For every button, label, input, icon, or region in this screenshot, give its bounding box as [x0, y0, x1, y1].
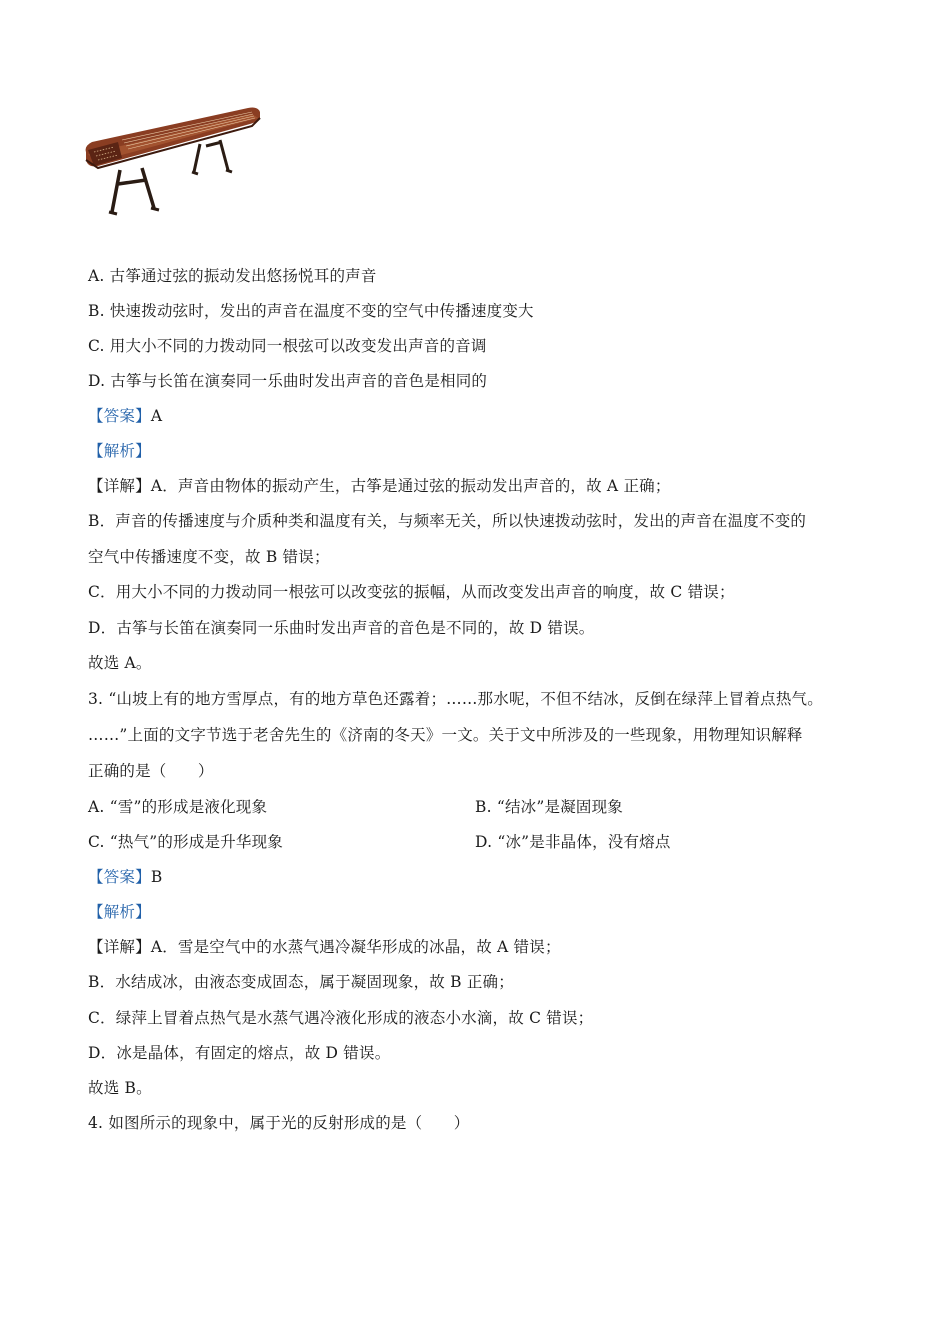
q3-stem-line: ……”上面的文字节选于老舍先生的《济南的冬天》一文。关于文中所涉及的一些现象，用物理知识解释	[88, 726, 803, 744]
q2-option-b: B. 快速拨动弦时，发出的声音在温度不变的空气中传播速度变大	[88, 302, 534, 320]
q2-detail-line: 空气中传播速度不变，故 B 错误；	[88, 548, 330, 566]
q2-detail-line: D．古筝与长笛在演奏同一乐曲时发出声音的音色是不同的，故 D 错误。	[88, 619, 595, 637]
q3-option-c: C. “热气”的形成是升华现象	[88, 833, 284, 851]
detail-text: A．声音由物体的振动产生，古筝是通过弦的振动发出声音的，故 A 正确；	[150, 477, 671, 495]
q3-detail-line	[88, 937, 561, 957]
q3-option-b: B. “结冰”是凝固现象	[475, 798, 623, 816]
analysis-tag: 【解析】	[88, 442, 151, 460]
q3-option-d: D. “冰”是非晶体，没有熔点	[475, 833, 671, 851]
detail-tag: 【详解】	[88, 477, 151, 495]
answer-tag: 【答案】	[88, 407, 151, 425]
q3-analysis-tag	[88, 902, 151, 922]
q2-detail-line: B．声音的传播速度与介质种类和温度有关，与频率无关，所以快速拨动弦时，发出的声音在温度不变的	[88, 512, 807, 530]
q4-stem: 4. 如图所示的现象中，属于光的反射形成的是（ ）	[88, 1114, 470, 1132]
q3-stem-line: 正确的是（ ）	[88, 762, 214, 780]
q3-detail-line: D．冰是晶体，有固定的熔点，故 D 错误。	[88, 1044, 391, 1062]
answer-tag: 【答案】	[88, 868, 151, 886]
q2-option-a: A. 古筝通过弦的振动发出悠扬悦耳的声音	[88, 267, 377, 285]
q3-stem-line: 3. “山坡上有的地方雪厚点，有的地方草色还露着；……那水呢，不但不结冰，反倒在绿萍上冒着点热气。	[88, 690, 823, 708]
detail-text: A．雪是空气中的水蒸气遇冷凝华形成的冰晶，故 A 错误；	[150, 938, 561, 956]
q3-answer	[88, 867, 162, 887]
q3-conclusion: 故选 B。	[88, 1079, 152, 1097]
answer-value: A	[150, 407, 163, 425]
q3-option-a: A. “雪”的形成是液化现象	[88, 798, 268, 816]
q2-answer	[88, 406, 162, 426]
q2-detail-line: C．用大小不同的力拨动同一根弦可以改变弦的振幅，从而改变发出声音的响度，故 C 错误；	[88, 583, 735, 601]
detail-tag: 【详解】	[88, 938, 151, 956]
answer-value: B	[150, 868, 163, 886]
q2-detail-line	[88, 476, 671, 496]
guzheng-image	[82, 100, 268, 226]
q2-conclusion: 故选 A。	[88, 654, 152, 672]
q3-detail-line: C．绿萍上冒着点热气是水蒸气遇冷液化形成的液态小水滴，故 C 错误；	[88, 1009, 594, 1027]
q2-option-d: D. 古筝与长笛在演奏同一乐曲时发出声音的音色是相同的	[88, 372, 488, 390]
q2-option-c: C. 用大小不同的力拨动同一根弦可以改变发出声音的音调	[88, 337, 487, 355]
q3-detail-line: B．水结成冰，由液态变成固态，属于凝固现象，故 B 正确；	[88, 973, 514, 991]
q2-analysis-tag	[88, 441, 151, 461]
analysis-tag: 【解析】	[88, 903, 151, 921]
